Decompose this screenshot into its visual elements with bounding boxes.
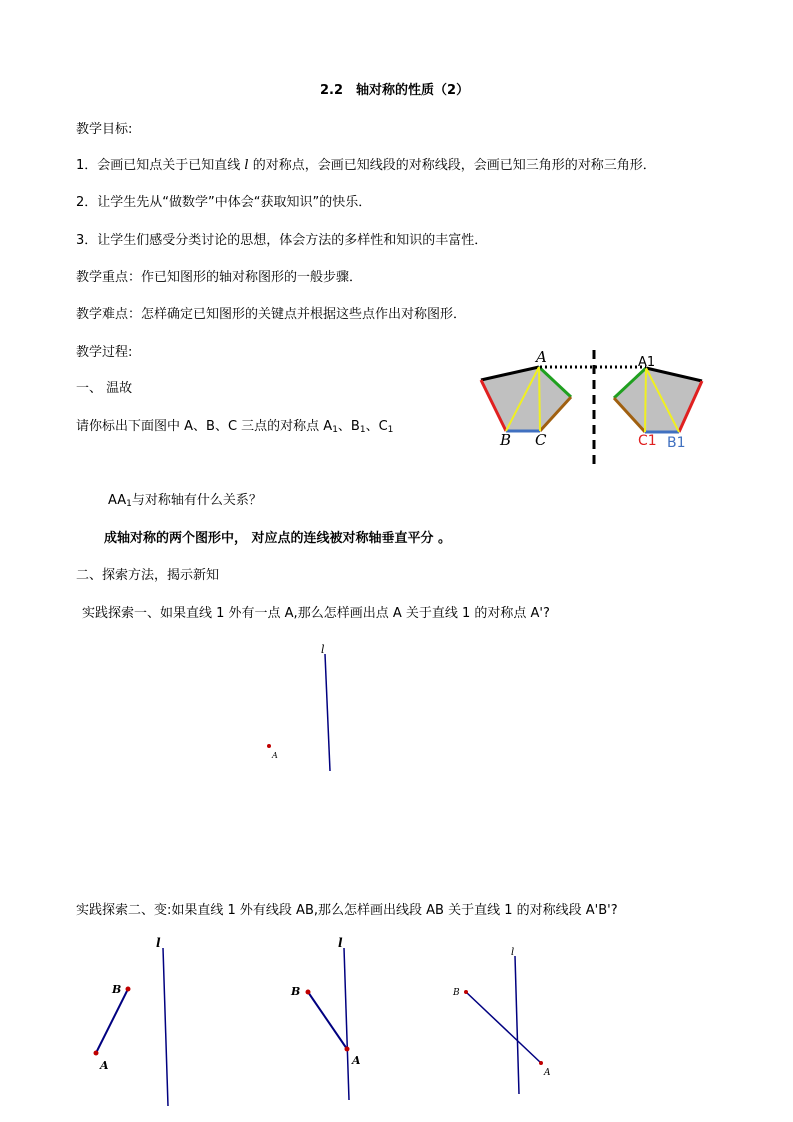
segment-ab-2b [308, 992, 347, 1049]
objective-1-pre: 1．会画已知点关于已知直线 [76, 158, 245, 173]
review-sub-c: 1 [387, 425, 394, 435]
process-heading: 教学过程: [76, 345, 133, 360]
label-a-2c: A [544, 1068, 551, 1078]
point-b-2a [126, 987, 131, 992]
objective-1-var: l [244, 158, 249, 173]
review-sub-b: 1 [359, 425, 366, 435]
line-l-2b-label: l [338, 936, 343, 950]
segment-ab-2a [96, 989, 128, 1053]
label-a-2a: A [100, 1059, 109, 1072]
section2-heading: 二、探索方法，揭示新知 [76, 568, 220, 583]
figure-2b [290, 936, 361, 1100]
point-b-2c [464, 990, 468, 994]
label-b-2a: B [112, 983, 122, 996]
label-c: C [535, 431, 547, 449]
section1-heading: 一、 温故 [76, 381, 133, 396]
label-b-2c: B [453, 988, 460, 998]
point-a-2c [539, 1061, 543, 1065]
question-sub: 1 [126, 499, 132, 509]
label-b1: B1 [667, 435, 686, 451]
line-l-2a [163, 948, 168, 1106]
review-mid-b: 、B [337, 419, 360, 434]
right-diag-2 [645, 368, 646, 432]
key-point: 教学重点：作已知图形的轴对称图形的一般步骤． [76, 270, 363, 285]
figure-2c [452, 947, 551, 1094]
figure-2a [94, 936, 169, 1106]
line-l-2c-label: l [511, 947, 515, 958]
label-b: B [500, 431, 512, 449]
pentagon-figure [481, 348, 702, 465]
line-l-2b [344, 948, 349, 1100]
explore-2: 实践探索二、变:如果直线 1 外有线段 AB,那么怎样画出线段 AB 关于直线 1 的对称线段 A'B'? [76, 903, 618, 918]
point-b-2b [306, 990, 311, 995]
line-l-2c [515, 956, 519, 1094]
label-a: A [536, 348, 547, 366]
difficulty: 教学难点：怎样确定已知图形的关键点并根据这些点作出对称图形． [76, 307, 467, 322]
line-l [325, 654, 330, 771]
objectives-heading: 教学目标: [76, 122, 133, 137]
point-a-2a [94, 1051, 99, 1056]
review-sub-a: 1 [332, 425, 338, 435]
answer: 成轴对称的两个图形中， 对应点的连线被对称轴垂直平分 。 [104, 531, 452, 546]
review-prompt-text: 请你标出下面图中 A、B、C 三点的对称点 A [76, 419, 333, 434]
page-title: 2.2 轴对称的性质（2） [320, 83, 470, 98]
line-l-label: l [321, 643, 325, 656]
label-a1: A1 [638, 355, 656, 370]
objective-1-post: 的对称点，会画已知线段的对称线段，会画已知三角形的对称三角形． [248, 158, 656, 173]
explore-1: 实践探索一、如果直线 1 外有一点 A,那么怎样画出点 A 关于直线 1 的对称点 A'? [82, 606, 550, 621]
label-b-2b: B [291, 985, 301, 998]
objective-3: 3．让学生们感受分类讨论的思想，体会方法的多样性和知识的丰富性． [76, 233, 488, 248]
objective-2: 2．让学生先从“做数学”中体会“获取知识”的快乐． [76, 195, 372, 210]
question-pre: AA [108, 493, 127, 508]
review-mid-c: 、C [365, 419, 388, 434]
point-a [267, 744, 271, 748]
label-c1: C1 [638, 433, 657, 449]
figure-1 [267, 643, 330, 771]
point-a-2b [345, 1047, 350, 1052]
question-post: 与对称轴有什么关系？ [131, 493, 262, 508]
label-a-2b: A [352, 1054, 361, 1067]
point-a-label: A [272, 751, 278, 760]
segment-ab-2c [466, 992, 541, 1063]
line-l-2a-label: l [156, 936, 161, 950]
left-diag-ac [539, 367, 540, 431]
